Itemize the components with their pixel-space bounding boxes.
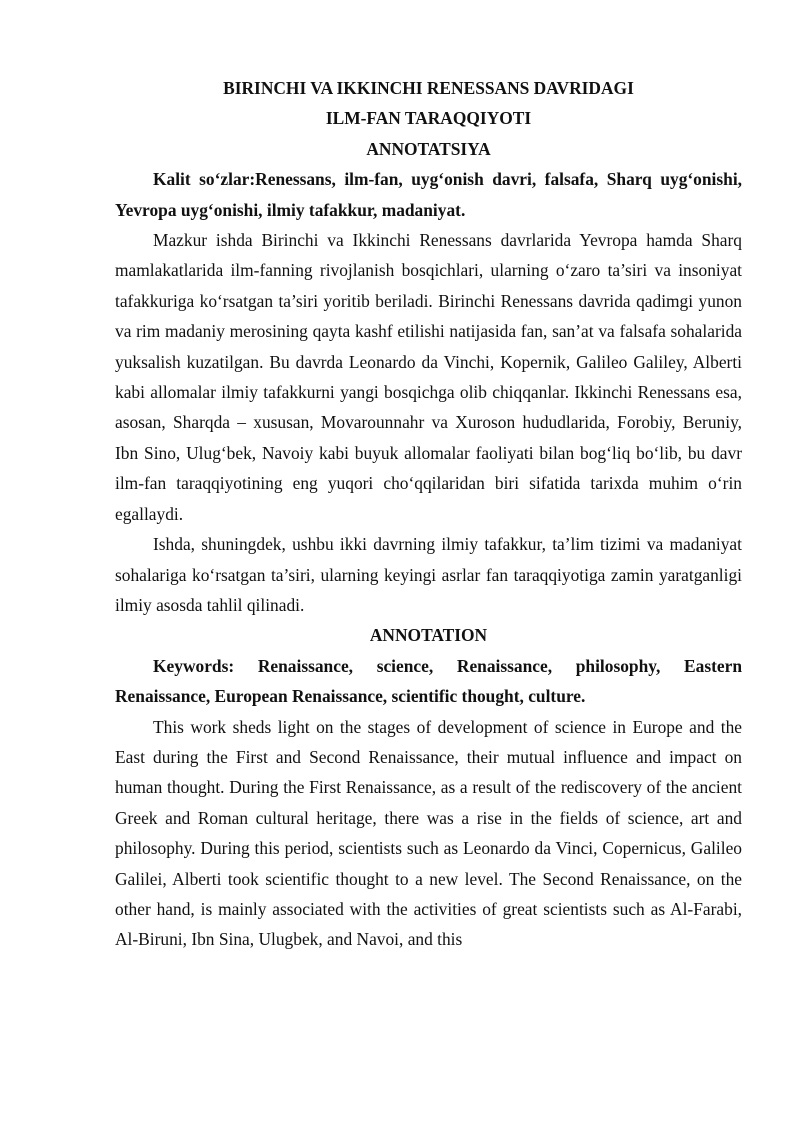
abstract-paragraph-en-1: This work sheds light on the stages of development of science in Europe and the East during the First and Second Renaissance, their mutual influence and impact on human thought. During the First Renaissance, as a result of the rediscovery of the ancient Greek and Roman cultural heritage, there was a rise in the fields of science, art and philosophy. During this period, scientists such as Leonardo da Vinci, Copernicus, Galileo Galilei, Alberti took scientific thought to a new level. The Second Renaissance, on the other hand, is mainly associated with the activities of great scientists such as Al-Farabi, Al-Biruni, Ibn Sina, Ulugbek, and Navoi, and this (115, 716, 742, 950)
abstract-paragraph-uz-2: Ishda, shuningdek, ushbu ikki davrning ilmiy tafakkur, ta’lim tizimi va madaniyat sohalariga ko‘rsatgan ta’siri, ularning keyingi asrlar fan taraqqiyotiga zamin yaratganligi ilmiy asosda tahlil qilinadi. (115, 534, 742, 615)
document-title-line-1: BIRINCHI VA IKKINCHI RENESSANS DAVRIDAGI (223, 78, 634, 98)
keywords-uz: Kalit so‘zlar:Renessans, ilm-fan, uyg‘onish davri, falsafa, Sharq uyg‘onishi, Yevropa uyg‘onishi, ilmiy tafakkur, madaniyat. (115, 169, 742, 220)
document-page (115, 73, 742, 955)
keywords-en: Keywords: Renaissance, science, Renaissance, philosophy, Eastern Renaissance, European Renaissance, scientific thought, culture. (115, 655, 742, 707)
document-title-line-2: ILM-FAN TARAQQIYOTI (325, 108, 532, 129)
annotation-heading-uz: ANNOTATSIYA (366, 138, 491, 159)
annotation-heading-en: ANNOTATION (369, 625, 488, 646)
abstract-paragraph-uz-1: Mazkur ishda Birinchi va Ikkinchi Renessans davrlarida Yevropa hamda Sharq mamlakatlarida ilm-fanning rivojlanish bosqichlari, ularning o‘zaro ta’siri va insoniyat tafakkuriga ko‘rsatgan ta’siri yoritib beriladi. Birinchi Renessans davrida qadimgi yunon va rim madaniy merosining qayta kashf etilishi natijasida fan, san’at va falsafa sohalarida yuksalish kuzatilgan. Bu davrda Leonardo da Vinchi, Kopernik, Galileo Galiley, Alberti kabi allomalar ilmiy tafakkurni yangi bosqichga olib chiqqanlar. Ikkinchi Renessans esa, asosan, Sharqda – xususan, Movarounnahr va Xuroson hududlarida, Forobiy, Beruniy, Ibn Sino, Ulug‘bek, Navoiy kabi buyuk allomalar faoliyati bilan bog‘liq bo‘lib, bu davr ilm-fan taraqqiyotining eng yuqori cho‘qqilaridan biri sifatida tarixda muhim o‘rin egallaydi. (115, 230, 742, 524)
